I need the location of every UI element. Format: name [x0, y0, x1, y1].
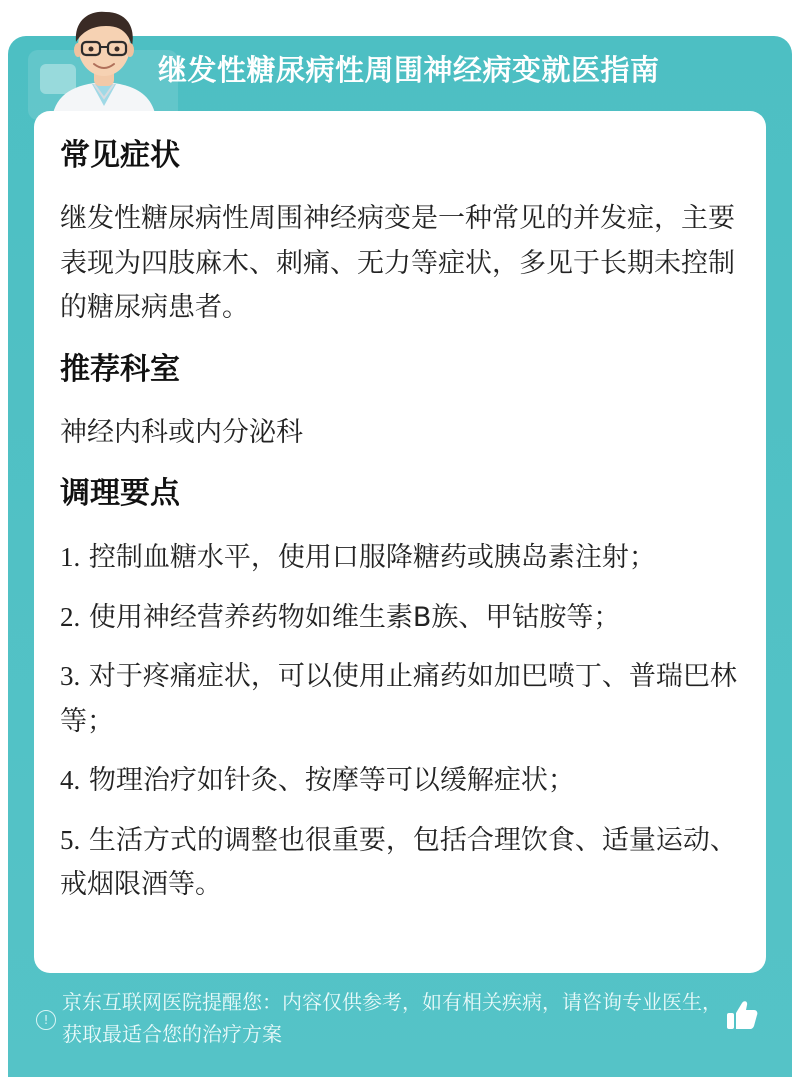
list-item-text: 对于疼痛症状，可以使用止痛药如加巴喷丁、普瑞巴林等；	[60, 661, 737, 737]
list-item-text: 生活方式的调整也很重要，包括合理饮食、适量运动、戒烟限酒等。	[60, 824, 737, 900]
list-number: 4.	[60, 765, 81, 795]
list-number: 3.	[60, 661, 81, 691]
info-icon: !	[36, 1010, 56, 1030]
list-item	[60, 818, 740, 908]
list-number: 5.	[60, 824, 81, 855]
section-heading-symptoms: 常见症状	[60, 138, 180, 173]
doctor-avatar	[44, 6, 164, 118]
list-item	[60, 535, 740, 581]
list-item-text: 使用神经营养药物如维生素B族、甲钴胺等；	[88, 601, 621, 633]
thumbs-up-icon[interactable]	[724, 997, 760, 1033]
list-item-text: 控制血糖水平，使用口服降糖药或胰岛素注射；	[88, 542, 656, 573]
list-number: 1.	[60, 542, 81, 572]
list-item	[60, 758, 740, 804]
list-item-text: 物理治疗如针灸、按摩等可以缓解症状；	[88, 765, 575, 796]
list-item	[60, 654, 740, 744]
page-title: 继发性糖尿病性周围神经病变就医指南	[158, 53, 660, 87]
section-heading-department: 推荐科室	[60, 351, 180, 387]
list-item	[60, 595, 740, 641]
footer-notice: 京东互联网医院提醒您：内容仅供参考，如有相关疾病，请咨询专业医生，获取最适合您的治疗方案	[62, 990, 722, 1046]
list-number: 2.	[60, 601, 81, 632]
care-list	[60, 535, 740, 908]
department-text: 神经内科或内分泌科	[60, 416, 303, 448]
symptoms-text: 继发性糖尿病性周围神经病变是一种常见的并发症，主要表现为四肢麻木、刺痛、无力等症状，多见于长期未控制的糖尿病患者。	[60, 203, 735, 323]
section-heading-care: 调理要点	[60, 476, 180, 511]
content-card	[34, 111, 766, 973]
